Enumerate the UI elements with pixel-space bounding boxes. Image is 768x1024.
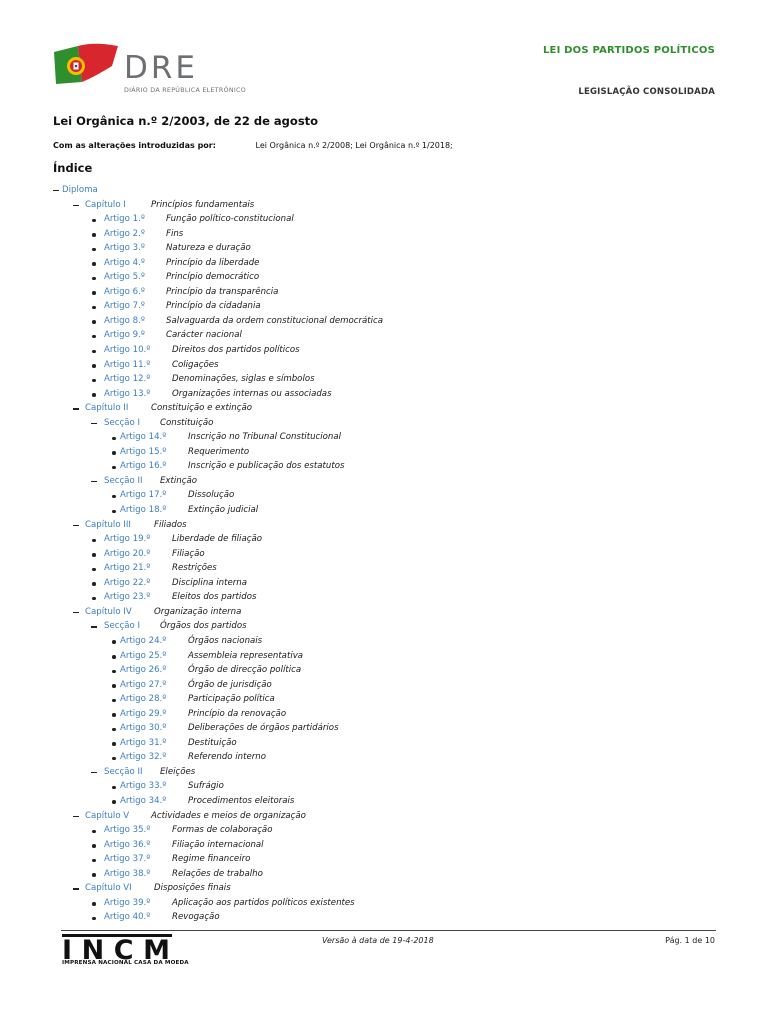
bullet-icon xyxy=(112,510,116,514)
bullet-icon xyxy=(112,670,116,674)
toc-description: Eleitos dos partidos xyxy=(172,592,257,603)
bullet-icon xyxy=(92,917,96,921)
toc-link[interactable]: Capítulo II xyxy=(85,403,129,414)
toc-link[interactable]: Artigo 6.º xyxy=(104,286,145,297)
toc-link[interactable]: Artigo 9.º xyxy=(104,330,145,341)
portugal-flag-icon xyxy=(52,42,122,88)
toc-link[interactable]: Capítulo III xyxy=(85,519,131,530)
toc-link[interactable]: Capítulo I xyxy=(85,199,126,210)
toc-article-row xyxy=(53,838,733,853)
toc-article-row xyxy=(53,256,733,271)
bullet-icon xyxy=(112,655,116,659)
incm-logo-icon xyxy=(62,934,172,960)
toc-description: Restrições xyxy=(172,563,217,574)
toc-description: Função político-constitucional xyxy=(166,214,294,225)
bullet-icon xyxy=(112,451,116,455)
toc-link[interactable]: Artigo 3.º xyxy=(104,243,145,254)
toc-description: Organizações internas ou associadas xyxy=(172,388,332,399)
toc-link[interactable]: Artigo 13.º xyxy=(104,388,151,399)
toc-article-row xyxy=(53,343,733,358)
collapse-icon[interactable] xyxy=(73,816,79,817)
bullet-icon xyxy=(92,568,96,572)
toc-article-row xyxy=(53,299,733,314)
toc-link[interactable]: Artigo 24.º xyxy=(120,635,167,646)
bullet-icon xyxy=(92,539,96,543)
toc-link[interactable]: Artigo 5.º xyxy=(104,272,145,283)
bullet-icon xyxy=(92,277,96,281)
publisher-name: IMPRENSA NACIONAL CASA DA MOEDA xyxy=(62,960,189,966)
toc-article-row xyxy=(53,270,733,285)
toc-link[interactable]: Diploma xyxy=(62,185,98,195)
toc-description: Disciplina interna xyxy=(172,577,248,588)
brand-subtitle: DIÁRIO DA REPÚBLICA ELETRÓNICO xyxy=(124,87,246,94)
amendments-value: Lei Orgânica n.º 2/2008; Lei Orgânica n.º 1/2018; xyxy=(255,141,453,150)
toc-section-row xyxy=(53,474,733,489)
toc-description: Princípios fundamentais xyxy=(151,199,255,210)
collapse-icon[interactable] xyxy=(73,408,79,409)
toc-description: Eleições xyxy=(160,766,196,777)
toc-description: Princípio da renovação xyxy=(188,708,287,719)
bullet-icon xyxy=(112,786,116,790)
toc-description: Coligações xyxy=(172,359,219,370)
toc-article-row xyxy=(53,867,733,882)
toc-link[interactable]: Artigo 4.º xyxy=(104,257,145,268)
toc-chapter-row xyxy=(53,518,733,533)
collapse-icon[interactable] xyxy=(53,190,59,191)
toc-article-row xyxy=(53,372,733,387)
toc-link[interactable]: Artigo 25.º xyxy=(120,650,167,661)
toc-description: Princípio da transparência xyxy=(166,286,279,297)
bullet-icon xyxy=(92,582,96,586)
toc-description: Requerimento xyxy=(188,446,250,457)
toc-description: Extinção xyxy=(160,475,197,486)
collapse-icon[interactable] xyxy=(73,612,79,613)
toc-link[interactable]: Artigo 38.º xyxy=(104,868,151,879)
toc-article-row xyxy=(53,590,733,605)
bullet-icon xyxy=(112,742,116,746)
toc-article-row xyxy=(53,736,733,751)
collapse-icon[interactable] xyxy=(91,626,97,627)
toc-description: Filiados xyxy=(154,519,187,530)
amendments-row xyxy=(53,141,453,150)
toc-chapter-row xyxy=(53,401,733,416)
toc-link[interactable]: Artigo 19.º xyxy=(104,534,151,545)
toc-description: Denominações, siglas e símbolos xyxy=(172,374,315,385)
toc-link[interactable]: Artigo 16.º xyxy=(120,461,167,472)
toc-article-row xyxy=(53,852,733,867)
document-subtitle: LEGISLAÇÃO CONSOLIDADA xyxy=(578,87,715,97)
toc-article-row xyxy=(53,503,733,518)
toc-section-row xyxy=(53,765,733,780)
toc-link[interactable]: Secção II xyxy=(104,766,143,777)
toc-description: Procedimentos eleitorais xyxy=(188,795,295,806)
toc-article-row xyxy=(53,576,733,591)
footer-divider xyxy=(61,930,716,931)
toc-article-row xyxy=(53,634,733,649)
bullet-icon xyxy=(112,800,116,804)
toc-link[interactable]: Artigo 27.º xyxy=(120,679,167,690)
bullet-icon xyxy=(92,859,96,863)
bullet-icon xyxy=(92,350,96,354)
bullet-icon xyxy=(92,291,96,295)
toc-description: Filiação xyxy=(172,548,205,559)
toc-description: Actividades e meios de organização xyxy=(151,810,306,821)
toc-article-row xyxy=(53,910,733,925)
toc-article-row xyxy=(53,794,733,809)
toc-article-row xyxy=(53,896,733,911)
toc-article-row xyxy=(53,721,733,736)
toc-description: Revogação xyxy=(172,912,220,923)
toc-link[interactable]: Secção I xyxy=(104,417,140,428)
toc-link[interactable]: Artigo 2.º xyxy=(104,228,145,239)
toc-description: Filiação internacional xyxy=(172,839,264,850)
bullet-icon xyxy=(92,219,96,223)
table-of-contents xyxy=(53,183,733,925)
toc-description: Relações de trabalho xyxy=(172,868,263,879)
toc-link[interactable]: Artigo 40.º xyxy=(104,912,151,923)
bullet-icon xyxy=(112,699,116,703)
bullet-icon xyxy=(92,873,96,877)
toc-article-row xyxy=(53,314,733,329)
bullet-icon xyxy=(92,306,96,310)
toc-article-row xyxy=(53,547,733,562)
bullet-icon xyxy=(92,393,96,397)
toc-link[interactable]: Artigo 23.º xyxy=(104,592,151,603)
bullet-icon xyxy=(92,248,96,252)
toc-description: Destituição xyxy=(188,737,237,748)
toc-description: Referendo interno xyxy=(188,752,267,763)
toc-article-row xyxy=(53,488,733,503)
toc-article-row xyxy=(53,387,733,402)
toc-description: Inscrição no Tribunal Constitucional xyxy=(188,432,341,443)
bullet-icon xyxy=(92,830,96,834)
toc-article-row xyxy=(53,445,733,460)
document-title: LEI DOS PARTIDOS POLÍTICOS xyxy=(542,45,715,56)
collapse-icon[interactable] xyxy=(73,888,79,889)
collapse-icon[interactable] xyxy=(73,525,79,526)
toc-link[interactable]: Artigo 33.º xyxy=(120,781,167,792)
toc-article-row xyxy=(53,285,733,300)
bullet-icon xyxy=(112,640,116,644)
toc-link[interactable]: Artigo 15.º xyxy=(120,446,167,457)
toc-link[interactable]: Capítulo VI xyxy=(85,883,132,894)
toc-link[interactable]: Artigo 29.º xyxy=(120,708,167,719)
collapse-icon[interactable] xyxy=(73,205,79,206)
bullet-icon xyxy=(112,466,116,470)
toc-article-row xyxy=(53,678,733,693)
toc-link[interactable]: Artigo 34.º xyxy=(120,795,167,806)
toc-article-row xyxy=(53,561,733,576)
bullet-icon xyxy=(92,902,96,906)
bullet-icon xyxy=(92,335,96,339)
bullet-icon xyxy=(92,553,96,557)
toc-link[interactable]: Artigo 31.º xyxy=(120,737,167,748)
bullet-icon xyxy=(92,233,96,237)
svg-text:INCM: INCM xyxy=(62,935,170,960)
toc-description: Organização interna xyxy=(154,606,242,617)
toc-link[interactable]: Artigo 8.º xyxy=(104,315,145,326)
toc-link[interactable]: Artigo 35.º xyxy=(104,825,151,836)
toc-article-row xyxy=(53,823,733,838)
toc-description: Fins xyxy=(166,228,184,239)
bullet-icon xyxy=(92,379,96,383)
toc-chapter-row xyxy=(53,809,733,824)
bullet-icon xyxy=(92,597,96,601)
toc-chapter-row xyxy=(53,198,733,213)
toc-article-row xyxy=(53,750,733,765)
toc-description: Inscrição e publicação dos estatutos xyxy=(188,461,345,472)
toc-description: Assembleia representativa xyxy=(188,650,304,661)
toc-article-row xyxy=(53,358,733,373)
page-number: Pág. 1 de 10 xyxy=(665,936,715,945)
toc-link[interactable]: Artigo 12.º xyxy=(104,374,151,385)
toc-article-row xyxy=(53,649,733,664)
toc-link[interactable]: Capítulo V xyxy=(85,810,130,821)
toc-description: Participação política xyxy=(188,694,275,705)
toc-link[interactable]: Artigo 26.º xyxy=(120,665,167,676)
bullet-icon xyxy=(112,757,116,761)
bullet-icon xyxy=(92,320,96,324)
toc-description: Formas de colaboração xyxy=(172,825,273,836)
bullet-icon xyxy=(112,728,116,732)
toc-description: Constituição e extinção xyxy=(151,403,252,414)
brand-name: DRE xyxy=(124,50,198,86)
toc-link[interactable]: Artigo 10.º xyxy=(104,345,151,356)
bullet-icon xyxy=(112,713,116,717)
toc-description: Órgão de jurisdição xyxy=(188,679,272,690)
toc-description: Dissolução xyxy=(188,490,235,501)
toc-description: Regime financeiro xyxy=(172,854,251,865)
toc-article-row xyxy=(53,227,733,242)
bullet-icon xyxy=(92,364,96,368)
bullet-icon xyxy=(112,495,116,499)
toc-description: Sufrágio xyxy=(188,781,224,792)
toc-section-row xyxy=(53,416,733,431)
toc-link[interactable]: Capítulo IV xyxy=(85,606,132,617)
toc-link[interactable]: Artigo 32.º xyxy=(120,752,167,763)
toc-article-row xyxy=(53,459,733,474)
toc-article-row xyxy=(53,212,733,227)
toc-description: Órgãos dos partidos xyxy=(160,621,247,632)
version-date: Versão à data de 19-4-2018 xyxy=(322,936,434,945)
toc-link[interactable]: Secção I xyxy=(104,621,140,632)
toc-description: Órgão de direcção política xyxy=(188,665,302,676)
bullet-icon xyxy=(92,262,96,266)
collapse-icon[interactable] xyxy=(91,481,97,482)
toc-description: Aplicação aos partidos políticos existentes xyxy=(172,897,355,908)
toc-description: Princípio democrático xyxy=(166,272,260,283)
toc-link[interactable]: Artigo 30.º xyxy=(120,723,167,734)
bullet-icon xyxy=(112,684,116,688)
toc-description: Disposições finais xyxy=(154,883,231,894)
toc-description: Constituição xyxy=(160,417,214,428)
toc-link[interactable]: Artigo 1.º xyxy=(104,214,145,225)
toc-description: Órgãos nacionais xyxy=(188,635,263,646)
bullet-icon xyxy=(112,437,116,441)
toc-article-row xyxy=(53,241,733,256)
law-title: Lei Orgânica n.º 2/2003, de 22 de agosto xyxy=(53,114,319,128)
toc-chapter-row xyxy=(53,605,733,620)
toc-description: Natureza e duração xyxy=(166,243,251,254)
toc-link[interactable]: Artigo 36.º xyxy=(104,839,151,850)
index-heading: Índice xyxy=(53,161,93,175)
toc-link[interactable]: Secção II xyxy=(104,475,143,486)
toc-link[interactable]: Artigo 22.º xyxy=(104,577,151,588)
toc-article-row xyxy=(53,328,733,343)
collapse-icon[interactable] xyxy=(91,772,97,773)
toc-description: Direitos dos partidos políticos xyxy=(172,345,300,356)
toc-article-row xyxy=(53,692,733,707)
toc-section-row xyxy=(53,619,733,634)
toc-link[interactable]: Artigo 14.º xyxy=(120,432,167,443)
toc-link[interactable]: Artigo 7.º xyxy=(104,301,145,312)
toc-description: Liberdade de filiação xyxy=(172,534,262,545)
toc-link[interactable]: Artigo 20.º xyxy=(104,548,151,559)
toc-link[interactable]: Artigo 28.º xyxy=(120,694,167,705)
bullet-icon xyxy=(92,844,96,848)
toc-diploma-row xyxy=(53,183,733,198)
toc-article-row xyxy=(53,707,733,722)
toc-link[interactable]: Artigo 17.º xyxy=(120,490,167,501)
toc-link[interactable]: Artigo 37.º xyxy=(104,854,151,865)
toc-description: Princípio da cidadania xyxy=(166,301,261,312)
toc-description: Deliberações de órgãos partidários xyxy=(188,723,339,734)
toc-article-row xyxy=(53,430,733,445)
toc-description: Princípio da liberdade xyxy=(166,257,260,268)
amendments-label: Com as alterações introduzidas por: xyxy=(53,141,216,150)
collapse-icon[interactable] xyxy=(91,423,97,424)
toc-link[interactable]: Artigo 11.º xyxy=(104,359,151,370)
toc-link[interactable]: Artigo 18.º xyxy=(120,505,167,516)
toc-article-row xyxy=(53,663,733,678)
toc-description: Extinção judicial xyxy=(188,505,259,516)
toc-chapter-row xyxy=(53,881,733,896)
toc-description: Carácter nacional xyxy=(166,330,242,341)
toc-description: Salvaguarda da ordem constitucional democrática xyxy=(166,315,384,326)
toc-article-row xyxy=(53,779,733,794)
toc-link[interactable]: Artigo 39.º xyxy=(104,897,151,908)
toc-article-row xyxy=(53,532,733,547)
toc-link[interactable]: Artigo 21.º xyxy=(104,563,151,574)
